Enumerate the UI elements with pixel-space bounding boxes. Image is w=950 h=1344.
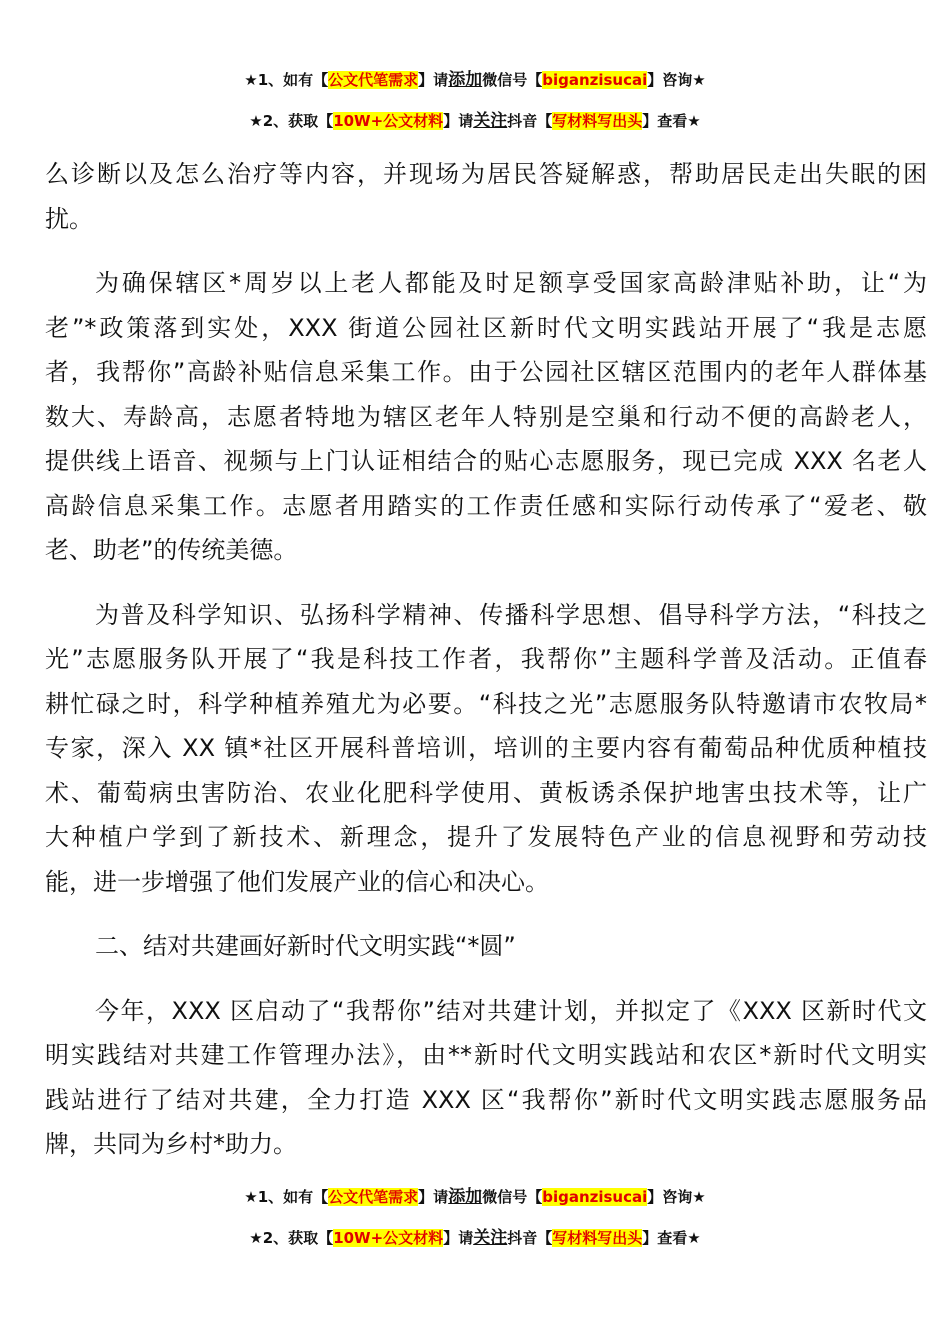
banner-text: ★2、获取【 [249,1229,334,1247]
banner-emphasis: 关注 [473,1228,508,1248]
banner-text: 】请 [418,71,449,89]
text-line: 大种植户学到了新技术、新理念，提升了发展特色产业的信息视野和劳动技 [45,823,927,851]
banner-text: ★1、如有【 [244,71,329,89]
banner-text: 】查看★ [642,112,701,130]
banner-text: 抖音【 [507,112,553,130]
banner-highlight: 公文代笔需求 [328,71,419,89]
banner-text: 微信号【 [482,1188,543,1206]
banner-text: ★2、获取【 [249,112,334,130]
text-line: 光”志愿服务队开展了“我是科技工作者，我帮你”主题科学普及活动。正值春 [45,645,927,673]
text-line: 牌，共同为乡村*助力。 [45,1130,297,1158]
header-banner-line-1 [0,68,950,92]
banner-text: ★1、如有【 [244,1188,329,1206]
text-line: 能，进一步增强了他们发展产业的信心和决心。 [45,867,549,896]
text-line: 为确保辖区*周岁以上老人都能及时足额享受国家高龄津贴补助，让“为 [95,269,927,297]
footer-banner-line-1 [0,1185,950,1209]
banner-text: 微信号【 [482,71,543,89]
banner-highlight: 10W+公文材料 [333,1229,444,1247]
banner-emphasis: 添加 [448,70,483,90]
banner-highlight: biganzisucai [542,1188,648,1206]
banner-highlight: 公文代笔需求 [328,1188,419,1206]
banner-text: 】请 [418,1188,449,1206]
text-line: 数大、寿龄高，志愿者特地为辖区老年人特别是空巢和行动不便的高龄老人， [45,402,927,431]
text-line: 为普及科学知识、弘扬科学精神、传播科学思想、倡导科学方法，“科技之 [95,600,927,629]
text-line: 者，我帮你”高龄补贴信息采集工作。由于公园社区辖区范围内的老年人群体基 [45,358,927,386]
text-line: 践站进行了结对共建，全力打造 XXX 区“我帮你”新时代文明实践志愿服务品 [45,1085,927,1114]
banner-highlight: 写材料写出头 [552,112,643,130]
header-banner-line-2 [0,109,950,133]
paragraph-2 [45,261,927,573]
text-line: 明实践结对共建工作管理办法》，由**新时代文明实践站和农区*新时代文明实 [45,1041,927,1069]
banner-text: 抖音【 [507,1229,553,1247]
footer-banner-line-2 [0,1226,950,1250]
text-line: 耕忙碌之时，科学种植养殖尤为必要。“科技之光”志愿服务队特邀请市农牧局* [45,689,927,718]
banner-text: 】查看★ [642,1229,701,1247]
banner-text: 】请 [443,1229,474,1247]
heading-line: 二、结对共建画好新时代文明实践“*圆” [95,932,516,960]
paragraph-1 [45,152,927,241]
banner-highlight: 写材料写出头 [552,1229,643,1247]
banner-text: 】咨询★ [647,1188,706,1206]
section-heading [45,924,927,969]
banner-emphasis: 添加 [448,1187,483,1207]
document-body [45,152,927,1167]
text-line: 老、助老”的传统美德。 [45,536,298,564]
text-line: 老”*政策落到实处，XXX 街道公园社区新时代文明实践站开展了“我是志愿 [45,313,927,342]
text-line: 今年，XXX 区启动了“我帮你”结对共建计划，并拟定了《XXX 区新时代文 [95,996,927,1025]
banner-text: 】咨询★ [647,71,706,89]
banner-emphasis: 关注 [473,111,508,131]
text-line: 高龄信息采集工作。志愿者用踏实的工作责任感和实际行动传承了“爱老、敬 [45,491,927,520]
banner-text: 】请 [443,112,474,130]
text-line: 专家，深入 XX 镇*社区开展科普培训，培训的主要内容有葡萄品种优质种植技 [45,734,927,762]
text-line: 么诊断以及怎么治疗等内容，并现场为居民答疑解惑，帮助居民走出失眠的困 [45,160,927,188]
banner-highlight: 10W+公文材料 [333,112,444,130]
text-line: 术、葡萄病虫害防治、农业化肥科学使用、黄板诱杀保护地害虫技术等，让广 [45,778,927,807]
text-line: 提供线上语音、视频与上门认证相结合的贴心志愿服务，现已完成 XXX 名老人 [45,447,927,475]
text-line: 扰。 [45,204,93,233]
banner-highlight: biganzisucai [542,71,648,89]
paragraph-4 [45,989,927,1167]
paragraph-3 [45,593,927,905]
